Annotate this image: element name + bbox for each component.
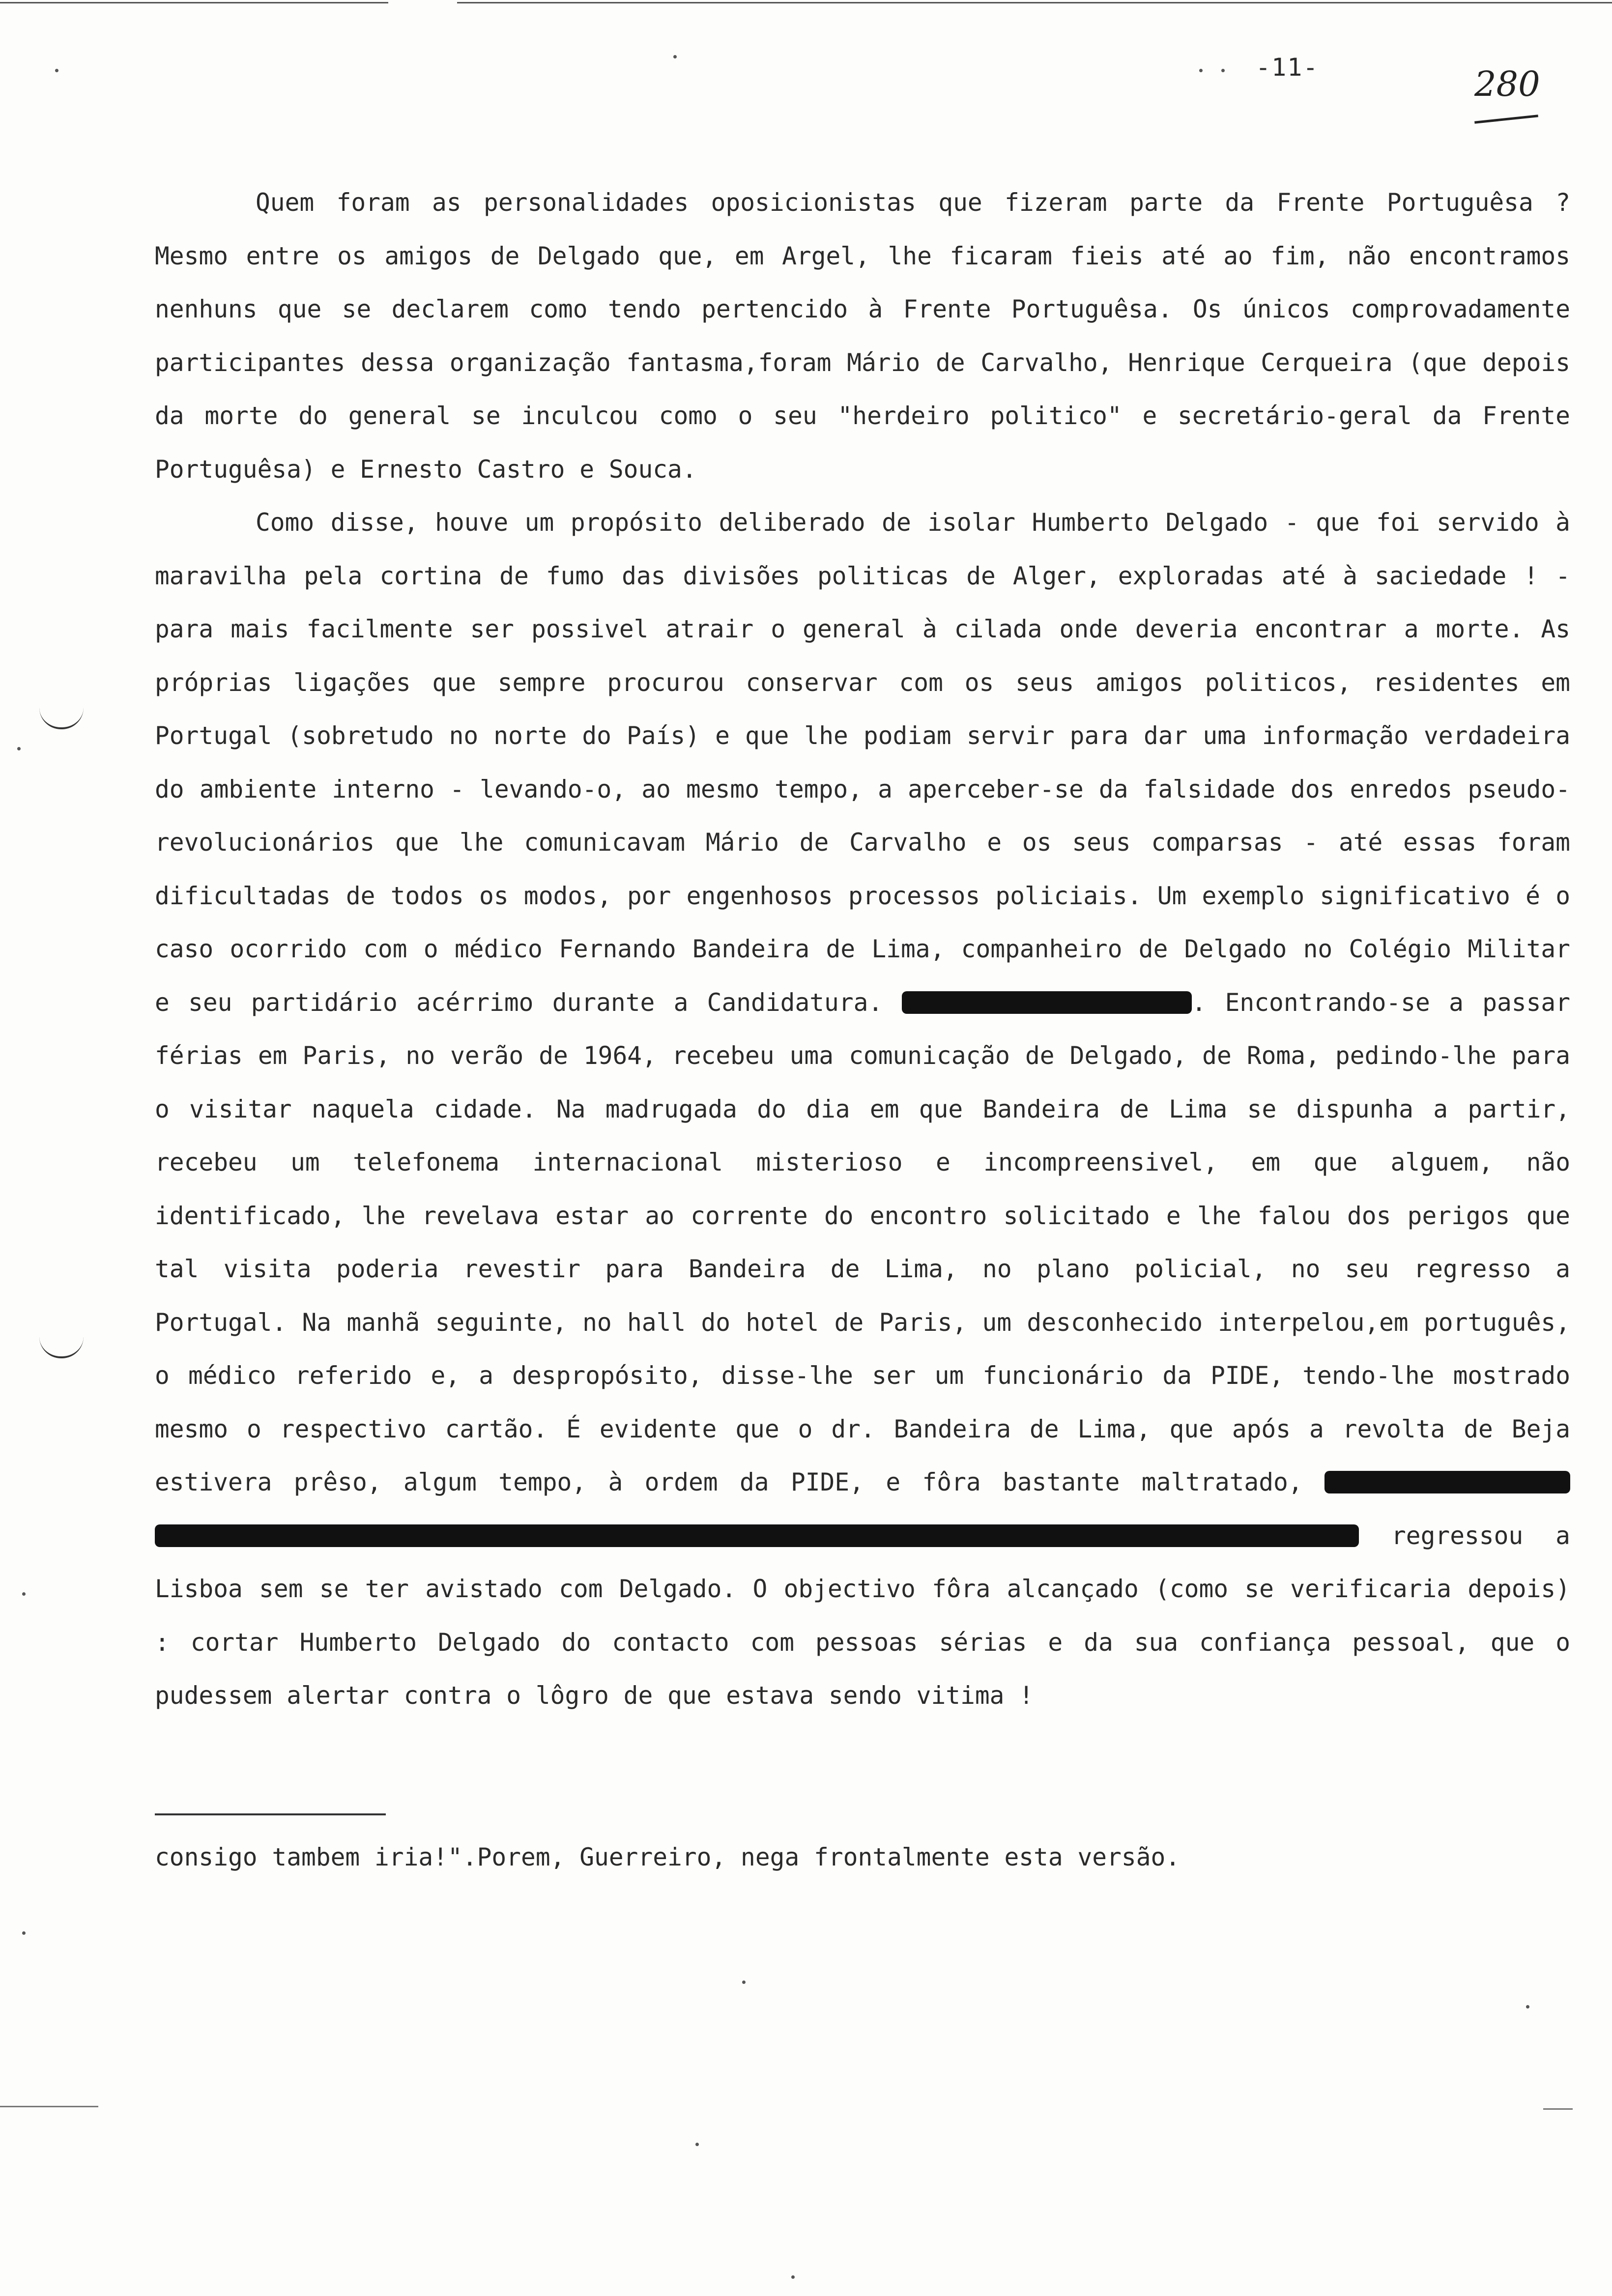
archive-stamp-number: 280 [1474,64,1540,104]
scan-speck [22,1592,26,1596]
scan-speck [673,55,677,58]
scan-speck [742,1980,746,1984]
scan-speck [791,2275,795,2279]
redaction-bar-3 [155,1524,1359,1547]
scan-speck [1221,69,1225,72]
scan-speck [695,2143,699,2146]
footnote-separator [155,1813,386,1815]
margin-punch-mark-1 [39,708,84,729]
top-edge-line-right [457,2,1612,3]
body-text [155,176,1570,1722]
paragraph-2-end: regressou a Lisboa sem se ter avistado com Delgado. O objectivo fôra alcançado (como se verificaria depois) : cortar Humberto Delgado do contacto com pessoas sérias e da sua confiança pessoal, que o pudessem alertar contra o lôgro de que estava sendo vitima ! [155,1521,1570,1710]
scan-speck [22,1931,26,1935]
bottom-scan-line [0,2106,98,2107]
top-edge-line [0,2,388,3]
paragraph-2-text: Como disse, houve um propósito deliberado de isolar Humberto Delgado - que foi servido à maravilha pela cortina de fumo das divisões politicas de Alger, exploradas até à saciedade ! - para mais facilmente ser possivel atrair o general à cilada onde deveria encontrar a morte. As próprias ligações que sempre procurou conservar com os seus amigos politicos, residentes em Portugal (sobretudo no norte do País) e que lhe podiam servir para dar uma informação verdadeira do ambiente interno - levando-o, ao mesmo tempo, a aperceber-se da falsidade dos enredos pseudo-revolucionários que lhe comunicavam Mário de Carvalho e os seus comparsas - até essas foram dificultadas de todos os modos, por engenhosos processos policiais. Um exemplo significativo é o caso ocorrido com o médico Fernando Bandeira de Lima, companheiro de Delgado no Colégio Militar e seu partidário acérrimo durante a Candidatura. [155,508,1570,1017]
paragraph-1-text: Quem foram as personalidades oposicionistas que fizeram parte da Frente Portuguêsa ? Mesmo entre os amigos de Delgado que, em Argel, lhe ficaram fieis até ao fim, não encontramos nenhuns que se declarem como tendo pertencido à Frente Portuguêsa. Os únicos comprovadamente participantes dessa organização fantasma,foram Mário de Carvalho, Henrique Cerqueira (que depois da morte do general se inculcou como o seu "herdeiro politico" e secretário-geral da Frente Portuguêsa) e Ernesto Castro e Souca. [155,188,1570,484]
page-number: -11- [1256,53,1319,82]
archive-number-underline [1474,115,1538,124]
scan-speck [1526,2005,1529,2009]
paragraph-2 [155,496,1570,1722]
footnote: consigo tambem iria!".Porem, Guerreiro, nega frontalmente esta versão. [155,1843,1180,1871]
bottom-scan-line [1543,2108,1573,2110]
margin-punch-mark-2 [39,1337,84,1358]
redaction-bar-2 [1324,1471,1570,1493]
redaction-bar-1 [902,991,1192,1014]
paragraph-2-continuation: . Encontrando-se a passar férias em Paris, no verão de 1964, recebeu uma comunicação de Delgado, de Roma, pedindo-lhe para o visitar naquela cidade. Na madrugada do dia em que Bandeira de Lima se dispunha a partir, recebeu um telefonema internacional misterioso e incompreensivel, em que alguem, não identificado, lhe revelava estar ao corrente do encontro solicitado e lhe falou dos perigos que tal visita poderia revestir para Bandeira de Lima, no plano policial, no seu regresso a Portugal. Na manhã seguinte, no hall do hotel de Paris, um desconhecido interpelou,em português, o médico referido e, a despropósito, disse-lhe ser um funcionário da PIDE, tendo-lhe mostrado mesmo o respectivo cartão. É evidente que o dr. Bandeira de Lima, que após a revolta de Beja estivera prêso, algum tempo, à ordem da PIDE, e fôra bastante maltratado, [155,988,1570,1496]
paragraph-1 [155,176,1570,496]
scan-speck [17,747,21,750]
scan-speck [1199,69,1203,72]
scan-speck [55,69,58,72]
